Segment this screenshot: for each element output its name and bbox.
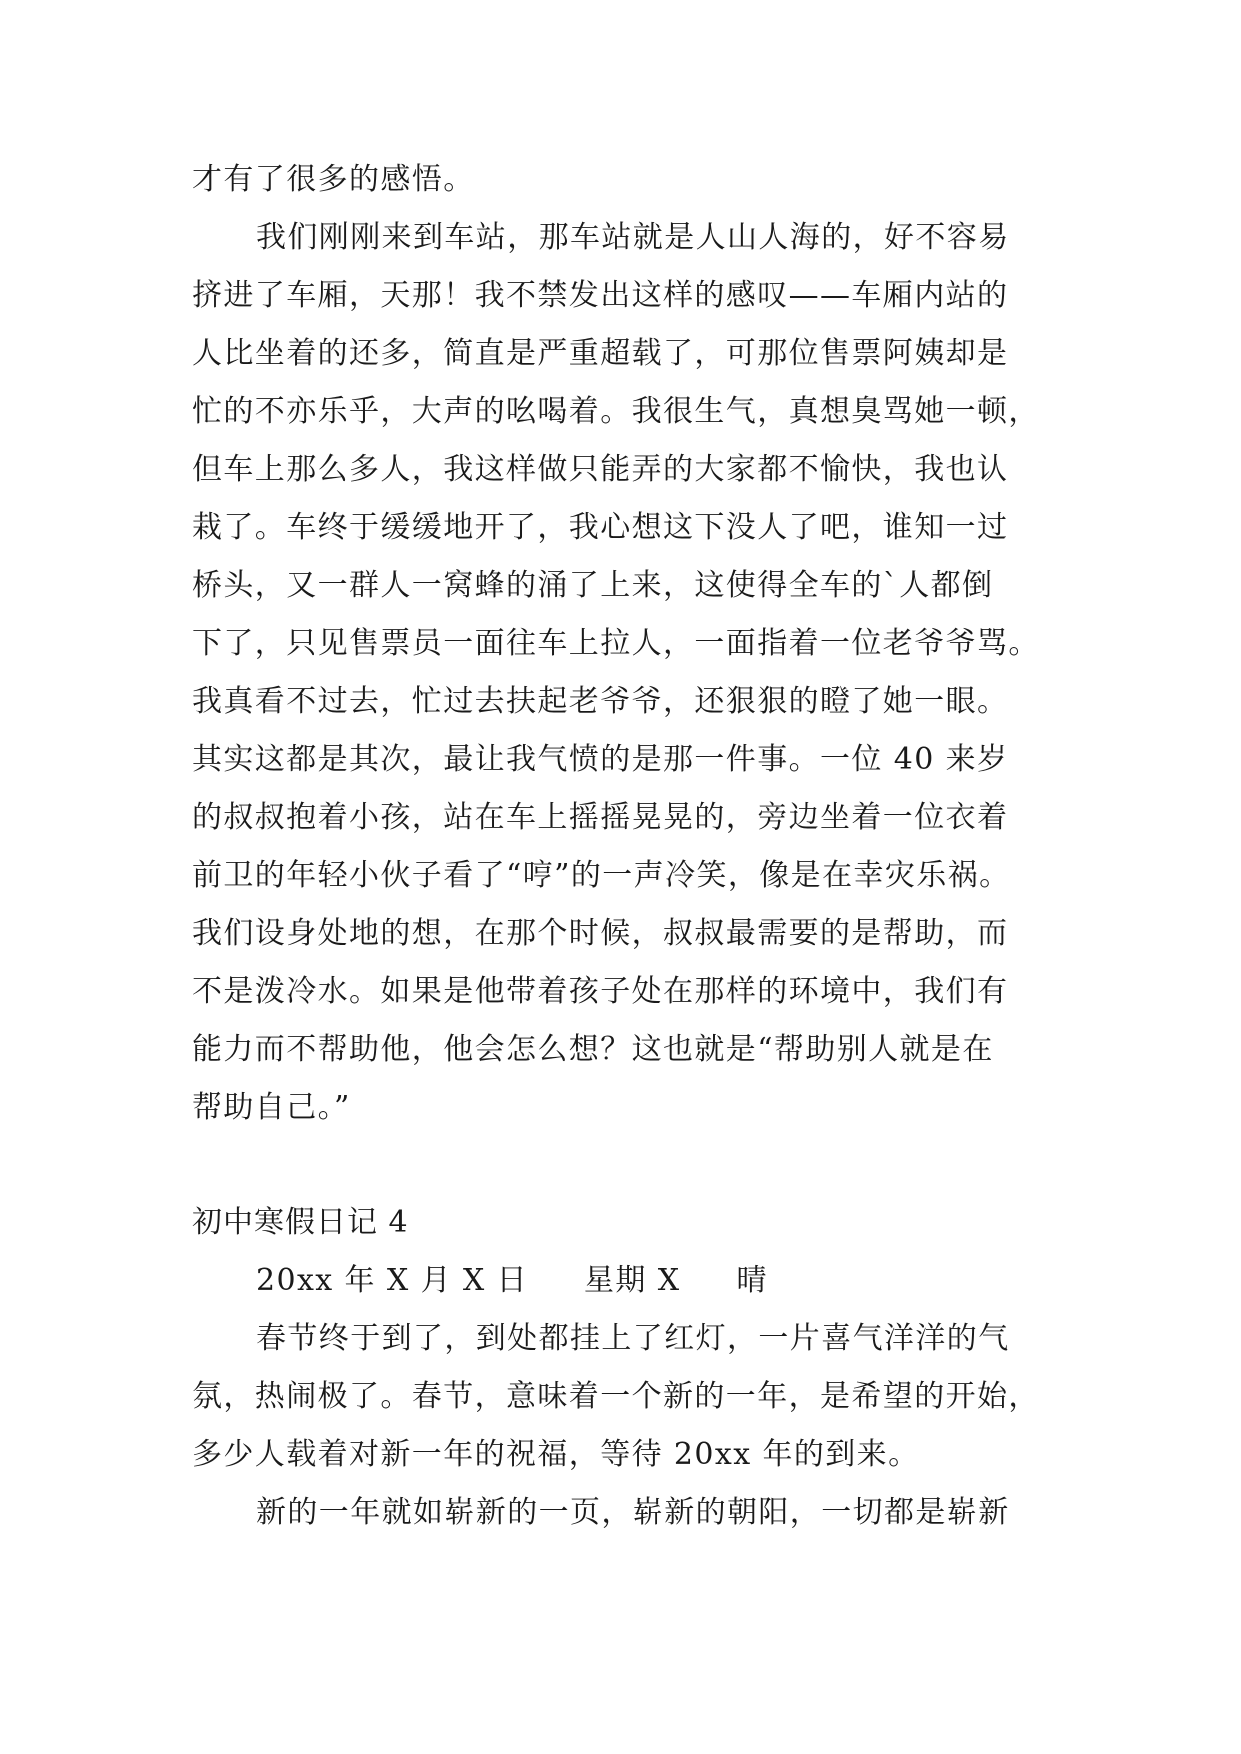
paragraph-line: 新的一年就如崭新的一页，崭新的朝阳，一切都是崭新: [256, 1495, 1010, 1530]
paragraph-line: 挤进了车厢，天那！我不禁发出这样的感叹——车厢内站的: [192, 278, 1009, 313]
diary-weather: 晴: [736, 1263, 768, 1298]
paragraph-line: 栽了。车终于缓缓地开了，我心想这下没人了吧，谁知一过: [192, 510, 1009, 545]
paragraph-line: 不是泼冷水。如果是他带着孩子处在那样的环境中，我们有: [192, 974, 1009, 1009]
diary-date: 20xx 年 X 月 X 日: [256, 1263, 529, 1298]
paragraph-line: 桥头，又一群人一窝蜂的涌了上来，这使得全车的`人都倒: [192, 568, 994, 603]
paragraph-line: 能力而不帮助他，他会怎么想？这也就是“帮助别人就是在: [192, 1032, 994, 1067]
paragraph-line: 春节终于到了，到处都挂上了红灯，一片喜气洋洋的气: [256, 1321, 1010, 1356]
paragraph-line: 才有了很多的感悟。: [192, 162, 475, 197]
paragraph-line: 人比坐着的还多，简直是严重超载了，可那位售票阿姨却是: [192, 336, 1009, 371]
paragraph-line: 氛，热闹极了。春节，意味着一个新的一年，是希望的开始，: [192, 1379, 1040, 1414]
paragraph-line: 我真看不过去，忙过去扶起老爷爷，还狠狠的瞪了她一眼。: [192, 684, 1009, 719]
paragraph-line: 我们刚刚来到车站，那车站就是人山人海的，好不容易: [256, 220, 1010, 255]
paragraph-line: 我们设身处地的想，在那个时候，叔叔最需要的是帮助，而: [192, 916, 1009, 951]
paragraph-line: 下了，只见售票员一面往车上拉人，一面指着一位老爷爷骂。: [192, 626, 1040, 661]
section-title: 初中寒假日记 4: [192, 1205, 409, 1240]
paragraph-line: 忙的不亦乐乎，大声的吆喝着。我很生气，真想臭骂她一顿，: [192, 394, 1040, 429]
paragraph-line: 的叔叔抱着小孩，站在车上摇摇晃晃的，旁边坐着一位衣着: [192, 800, 1009, 835]
paragraph-line: 多少人载着对新一年的祝福，等待 20xx 年的到来。: [192, 1437, 920, 1472]
paragraph-line: 但车上那么多人，我这样做只能弄的大家都不愉快，我也认: [192, 452, 1009, 487]
diary-date-line: [256, 1261, 768, 1301]
diary-weekday: 星期 X: [584, 1263, 681, 1298]
paragraph-line: 其实这都是其次，最让我气愤的是那一件事。一位 40 来岁: [192, 742, 1009, 777]
paragraph-line: 帮助自己。”: [192, 1090, 351, 1125]
paragraph-line: 前卫的年轻小伙子看了“哼”的一声冷笑，像是在幸灾乐祸。: [192, 858, 1011, 893]
